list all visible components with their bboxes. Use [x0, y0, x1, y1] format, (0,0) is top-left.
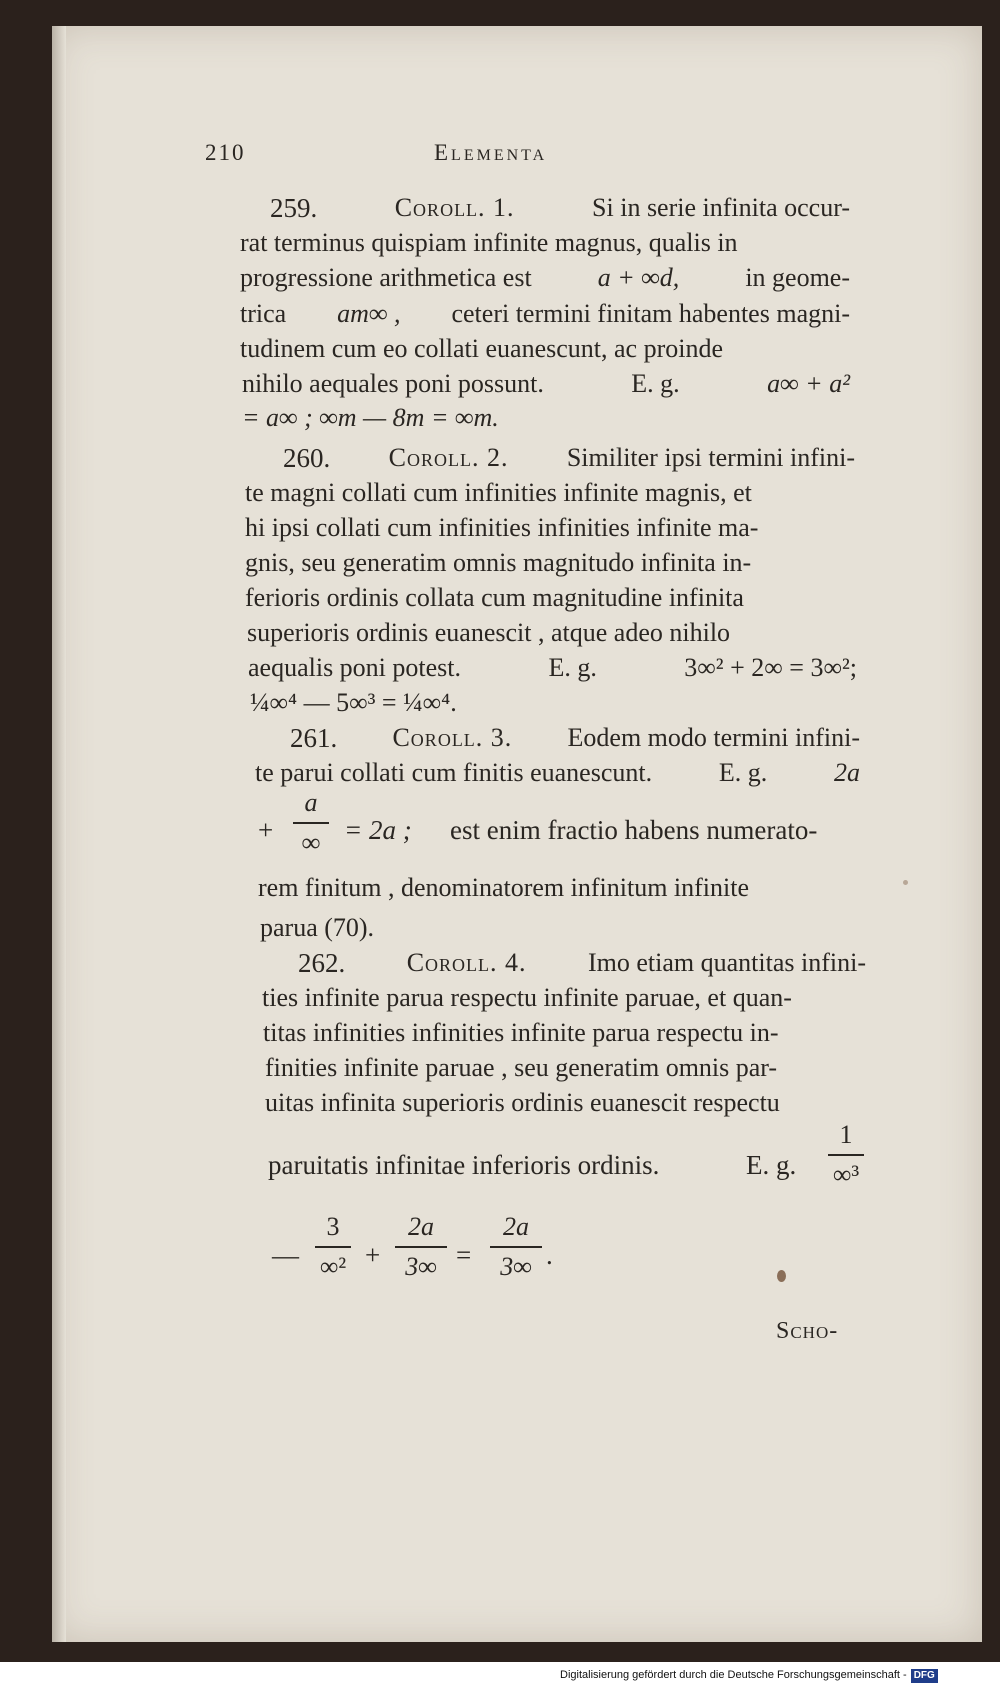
math-expression: = 2a ;: [344, 815, 412, 845]
text-fragment: progressione arithmetica est: [240, 263, 532, 292]
math-expression: 3∞² + 2∞ = 3∞²;: [684, 653, 857, 682]
fraction: [828, 1120, 864, 1190]
fraction: [293, 788, 329, 858]
text-fragment: E. g.: [631, 369, 680, 398]
text-line: [245, 580, 857, 616]
text-line: [245, 510, 857, 546]
text-line: [242, 400, 850, 436]
text-fragment: te parui collati cum finitis euanescunt.: [255, 758, 653, 787]
equals-sign: =: [456, 1240, 472, 1270]
fraction-denominator: ∞²: [319, 1252, 347, 1281]
text-line: [240, 225, 850, 261]
fraction-bar: [490, 1246, 542, 1248]
fraction-bar: [315, 1246, 351, 1248]
fraction-denominator: ∞: [301, 828, 321, 857]
text-line: [242, 366, 850, 402]
math-expression: 2a: [834, 758, 860, 787]
paper-stain: [777, 1270, 786, 1282]
text-fragment: Similiter ipsi termini infini-: [566, 443, 855, 472]
text-line: [262, 980, 868, 1016]
fraction-bar: [395, 1246, 447, 1248]
credit-text: Digitalisierung gefördert durch die Deutsche Forschungsgemeinschaft -: [560, 1669, 907, 1681]
catchword: Scho-: [776, 1318, 839, 1344]
text-line: [247, 615, 857, 651]
minus-sign: —: [272, 1240, 299, 1270]
text-line: [240, 260, 850, 296]
fraction-numerator: 2a: [503, 1212, 529, 1241]
text-line: [245, 475, 857, 511]
fraction-denominator: 3∞: [405, 1252, 437, 1281]
section-number: 262.: [298, 948, 346, 978]
corollary-label: Coroll. 4.: [406, 948, 527, 977]
dfg-logo: DFG: [911, 1669, 938, 1683]
running-title: Elementa: [434, 140, 548, 165]
text-line: [250, 685, 857, 721]
fraction-bar: [293, 822, 329, 824]
text-fragment: est enim fractio habens numerato-: [450, 815, 818, 845]
text-line: [298, 945, 866, 981]
page-number: 210: [205, 140, 246, 165]
fraction-bar: [828, 1154, 864, 1156]
fraction-numerator: 1: [839, 1120, 853, 1149]
math-expression: = a∞ ; ∞m — 8m = ∞m.: [242, 403, 499, 432]
text-line: [260, 910, 860, 946]
text-line: [283, 440, 855, 476]
text-fragment: paruitatis infinitae inferioris ordinis.: [268, 1150, 660, 1180]
text-fragment: aequalis poni potest.: [248, 653, 462, 682]
text-line: [265, 1085, 872, 1121]
paper-stain: [903, 880, 908, 885]
text-fragment: titas infinities infinities infinite parua respectu in-: [263, 1018, 779, 1047]
text-fragment: Eodem modo termini infini-: [567, 723, 860, 752]
text-line: [258, 870, 862, 906]
section-number: 261.: [290, 723, 338, 753]
text-line: [263, 1015, 870, 1051]
text-fragment: finities infinite paruae , seu generatim omnis par-: [265, 1053, 778, 1082]
text-fragment: ferioris ordinis collata cum magnitudine infinita: [245, 583, 744, 612]
section-number: 260.: [283, 443, 331, 473]
text-fragment: trica: [240, 299, 287, 328]
math-expression: a∞ + a²: [767, 369, 850, 398]
text-line: [265, 1050, 870, 1086]
fraction-numerator: 2a: [408, 1212, 434, 1241]
plus-sign: +: [258, 815, 274, 845]
text-fragment: hi ipsi collati cum infinities infinities infinite ma-: [245, 513, 759, 542]
fraction: [315, 1212, 351, 1282]
text-line: [270, 190, 850, 226]
text-fragment: te magni collati cum infinities infinite magnis, et: [245, 478, 752, 507]
fraction-numerator: a: [304, 788, 318, 817]
digitization-credit: [560, 1664, 1000, 1687]
text-fragment: rat terminus quispiam infinite magnus, qualis in: [240, 228, 738, 257]
text-fragment: E. g.: [548, 653, 597, 682]
text-fragment: Si in serie infinita occur-: [592, 193, 850, 222]
text-fragment: parua (70).: [260, 913, 375, 942]
section-number: 259.: [270, 193, 318, 223]
fraction-denominator: 3∞: [500, 1252, 532, 1281]
fraction: [395, 1212, 447, 1282]
fraction-denominator: ∞³: [832, 1160, 860, 1189]
text-line: [290, 720, 860, 756]
text-fragment: gnis, seu generatim omnis magnitudo infinita in-: [245, 548, 752, 577]
text-line: [248, 650, 857, 686]
text-fragment: Imo etiam quantitas infini-: [588, 948, 866, 977]
text-line: [255, 755, 860, 791]
text-line: [240, 296, 850, 332]
text-fragment: ceteri termini finitam habentes magni-: [451, 299, 850, 328]
fraction-numerator: 3: [326, 1212, 340, 1241]
text-fragment: nihilo aequales poni possunt.: [242, 369, 544, 398]
text-fragment: E. g.: [746, 1150, 797, 1180]
math-expression: am∞ ,: [337, 299, 401, 328]
text-line: [240, 331, 850, 367]
text-line: [245, 545, 857, 581]
text-fragment: ties infinite parua respectu infinite paruae, et quan-: [262, 983, 792, 1012]
text-fragment: rem finitum , denominatorem infinitum infinite: [258, 873, 750, 902]
fraction: [490, 1212, 542, 1282]
math-expression: ¼∞⁴ — 5∞³ = ¼∞⁴.: [250, 688, 457, 717]
text-fragment: E. g.: [718, 758, 768, 787]
text-fragment: uitas infinita superioris ordinis euanescit respectu: [265, 1088, 780, 1117]
text-fragment: in geome-: [745, 263, 850, 292]
math-expression: a + ∞d,: [597, 263, 680, 292]
text-fragment: superioris ordinis euanescit , atque adeo nihilo: [247, 618, 731, 647]
corollary-label: Coroll. 1.: [394, 193, 515, 222]
plus-sign: +: [365, 1240, 381, 1270]
corollary-label: Coroll. 3.: [392, 723, 513, 752]
corollary-label: Coroll. 2.: [388, 443, 509, 472]
period: .: [546, 1240, 553, 1270]
text-fragment: tudinem cum eo collati euanescunt, ac proinde: [240, 334, 723, 363]
page-spine-shadow: [52, 26, 66, 1642]
